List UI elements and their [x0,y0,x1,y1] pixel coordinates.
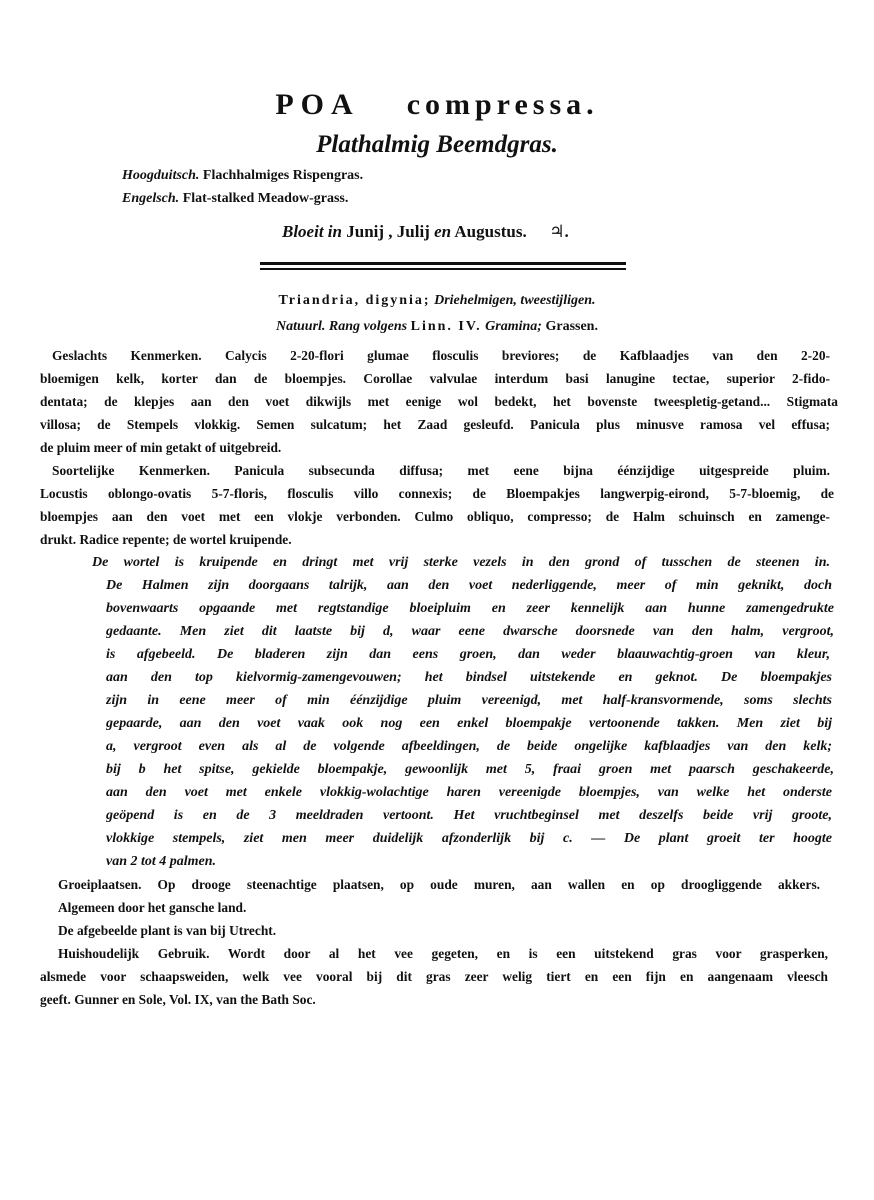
locality-line: De afgebeelde plant is van bij Utrecht. [58,923,277,938]
linnaean-class-line [0,293,874,309]
order-author: Linn. IV. [410,319,482,334]
english-name-line [122,191,348,207]
class-dutch: Driehelmigen, tweestijligen. [434,293,596,308]
description-line: bovenwaarts opgaande met regtstandige bloeipluim en zeer kennelijk aan hunne zamengedrukte [106,601,834,616]
body-line: de pluim meer of min getakt of uitgebreid. [40,440,282,455]
natural-order-line [0,319,874,335]
body-line: dentata; de klepjes aan den voet dikwijls met eenige wol bedekt, het bovenste tweespletig-getand... Stigmata [40,394,838,409]
description-line: vlokkige stempels, ziet men meer duidelijk afzonderlijk bij c. — De plant groeit ter hoogte [106,831,832,846]
order-latin: Gramina; [485,319,542,334]
description-line: bij b het spitse, gekielde bloempakje, gewoonlijk met 5, fraai groen met paarsch geschakeerde, [106,762,834,777]
flowering-months-b: Augustus. [454,222,527,241]
body-line: Geslachts Kenmerken. Calycis 2-20-flori glumae flosculis breviores; de Kafblaadjes van den 2-20- [52,348,830,363]
description-line: De wortel is kruipende en dringt met vrij sterke vezels in den grond of tusschen de steenen in. [92,555,830,570]
description-line: aan den top kielvormig-zamengevouwen; het bindsel uitstekende en geknot. De bloempakjes [106,670,832,685]
description-line: a, vergroot even als al de volgende afbeeldingen, de beide ongelijke kafblaadjes van den kelk; [106,739,832,754]
flowering-conjunction: en [434,222,452,241]
use-line: Huishoudelijk Gebruik. Wordt door al het vee gegeten, en is een uitstekend gras voor grasperken, [58,946,828,961]
body-line: drukt. Radice repente; de wortel kruipende. [40,532,292,547]
perennial-symbol: ♃. [549,222,569,241]
body-line: Locustis oblongo-ovatis 5-7-floris, flosculis villo connexis; de Bloempakjes langwerpig-eirond, 5-7-bloemig, de [40,486,834,501]
page-title [0,88,874,122]
common-name: Flachhalmiges Rispengras. [202,168,364,183]
description-line: is afgebeeld. De bladeren zijn dan eens groen, dan weder blaauwachtig-groen van kleur, [106,647,830,662]
flowering-label: Bloeit in [282,222,342,241]
body-line: bloemigen kelk, korter dan de bloempjes. Corollae valvulae interdum basi lanugine tectae, superior 2-fido- [40,371,830,386]
description-line: De Halmen zijn doorgaans talrijk, aan den voet nederliggende, meer of min geknikt, doch [106,578,832,593]
genus-name: POA [275,88,360,121]
german-name-line [122,168,363,184]
order-dutch: Grassen. [545,319,598,334]
dutch-common-name: Plathalmig Beemdgras. [316,131,558,158]
double-rule-top [260,262,626,265]
order-label: Natuurl. Rang volgens [276,319,408,334]
description-line: van 2 tot 4 palmen. [106,854,217,869]
flowering-months-a: Junij , Julij [346,222,430,241]
description-line: zijn in eene meer of min éénzijdige pluim vereenigd, met half-kransvormende, soms slechts [106,693,832,708]
description-line: aan den voet met enkele vlokkig-wolachtige haren vereenigde bloempjes, van welke het onderste [106,785,832,800]
description-line: geöpend is en de 3 meeldraden vertoont. Het vruchtbeginsel met deszelfs beide vrij groote, [106,808,832,823]
class-latin: Triandria, digynia; [278,293,431,308]
body-line: Soortelijke Kenmerken. Panicula subsecunda diffusa; met eene bijna éénzijdige uitgespreide pluim. [52,463,830,478]
description-line: gedaante. Men ziet dit laatste bij d, waar eene dwarsche doorsnede van den halm, vergroot, [106,624,834,639]
use-line: alsmede voor schaapsweiden, welk vee vooral bij dit gras zeer welig tiert en een fijn en aangenaam vleesch [40,969,828,984]
language-label: Engelsch. [122,191,180,206]
habitat-line: Groeiplaatsen. Op drooge steenachtige plaatsen, op oude muren, aan wallen en op droogliggende akkers. [58,877,820,892]
common-name: Flat-stalked Meadow-grass. [182,191,349,206]
double-rule-bottom [260,268,626,270]
species-name: compressa. [406,88,599,121]
language-label: Hoogduitsch. [122,168,200,183]
description-line: gepaarde, aan den voet vaak ook nog een enkel bloempakje vertoonende takken. Men ziet bij [106,716,832,731]
body-line: villosa; de Stempels vlokkig. Semen sulcatum; het Zaad gesleufd. Panicula plus minusve ramosa vel effusa; [40,417,830,432]
use-line: geeft. Gunner en Sole, Vol. IX, van the Bath Soc. [40,992,316,1007]
body-line: bloempjes aan den voet met een vlokje verbonden. Culmo obliquo, compresso; de Halm schuinsch en zamenge- [40,509,830,524]
habitat-line: Algemeen door het gansche land. [58,900,247,915]
flowering-line [282,222,569,242]
